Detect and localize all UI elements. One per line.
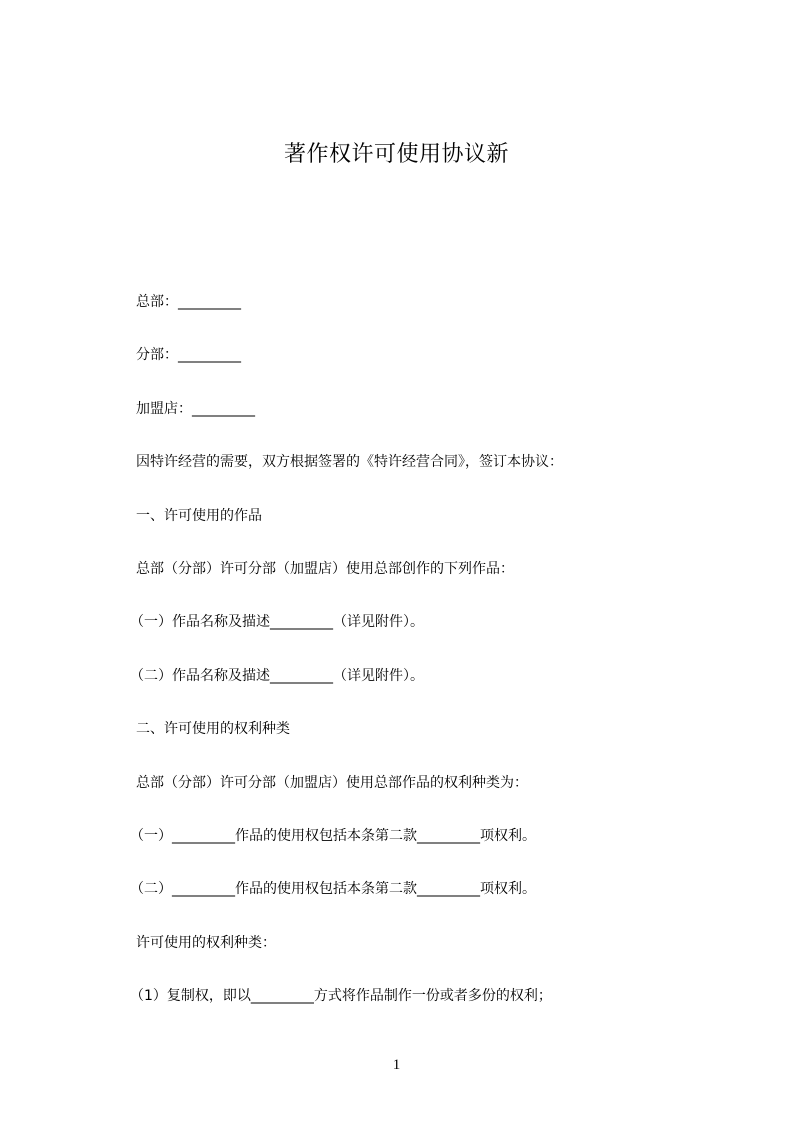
document-title: 著作权许可使用协议新 <box>283 142 509 167</box>
page-number: 1 <box>392 1057 401 1073</box>
section-heading-rights-types: 二、许可使用的权利种类 <box>136 721 290 737</box>
licensed-work-item-1: （一）作品名称及描述_________（详见附件）。 <box>130 614 424 630</box>
party-branch-line: 分部：_________ <box>136 347 241 363</box>
rights-item-2: （二）_________作品的使用权包括本条第二款_________项权利。 <box>130 881 536 897</box>
licensed-work-item-2: （二）作品名称及描述_________（详见附件）。 <box>130 668 424 684</box>
reproduction-right-clause: （1）复制权，即以_________方式将作品制作一份或者多份的权利； <box>130 988 552 1004</box>
rights-types-list-heading: 许可使用的权利种类： <box>136 935 276 951</box>
preamble-paragraph: 因特许经营的需要，双方根据签署的《特许经营合同》，签订本协议： <box>136 454 563 470</box>
section-heading-licensed-works: 一、许可使用的作品 <box>136 508 262 524</box>
rights-item-1: （一）_________作品的使用权包括本条第二款_________项权利。 <box>130 828 536 844</box>
rights-types-paragraph: 总部（分部）许可分部（加盟店）使用总部作品的权利种类为： <box>136 775 528 791</box>
party-headquarters-line: 总部：_________ <box>136 294 241 310</box>
party-franchisee-line: 加盟店：_________ <box>136 401 255 417</box>
licensed-works-paragraph: 总部（分部）许可分部（加盟店）使用总部创作的下列作品： <box>136 561 514 577</box>
